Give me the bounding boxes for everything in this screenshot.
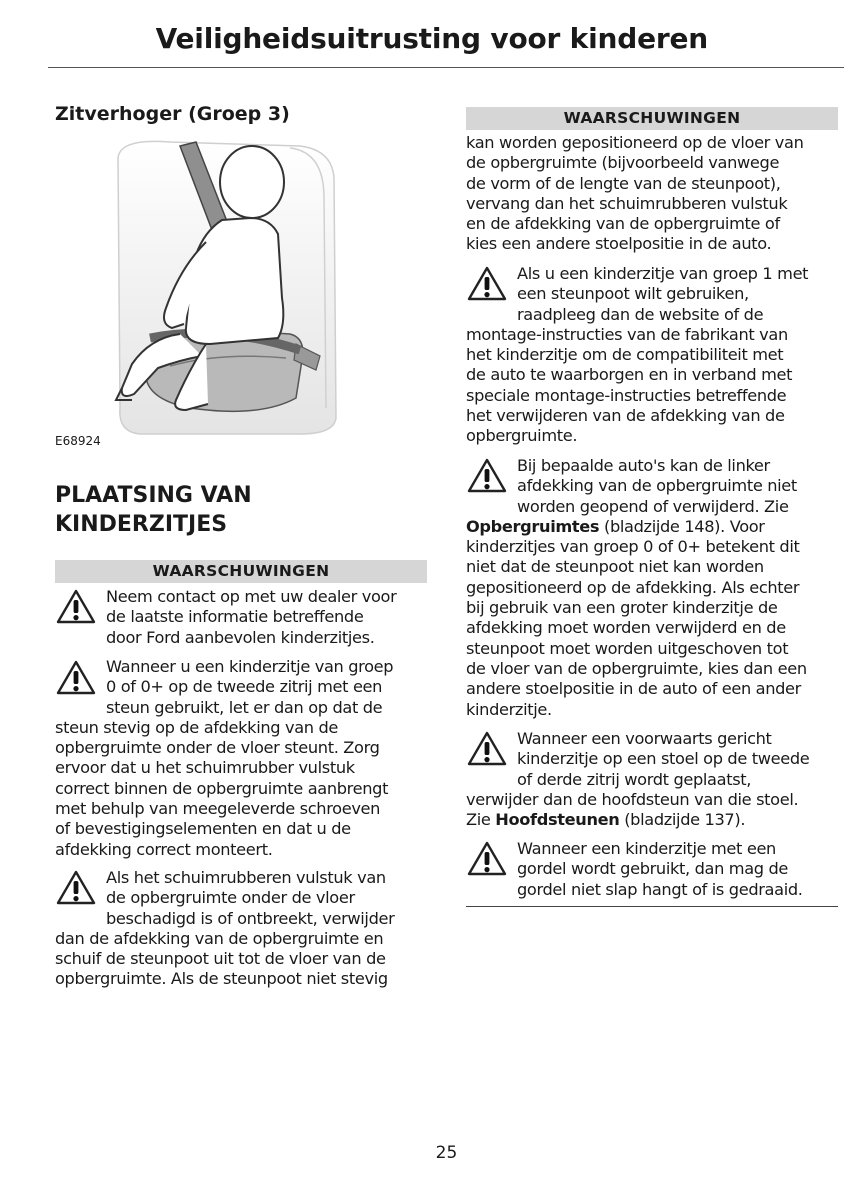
warning-3-text: Als het schuimrubberen vulstuk van de opbergruimte onder de vloer beschadigd is of ontbreekt, verwijder dan de afdekking van de opbergruimte en schuif de steunpoot uit tot de vloer van de opbergruimte. Als de steunpoot niet stevig bbox=[55, 868, 395, 989]
figure-id: E68924 bbox=[55, 434, 101, 448]
warning-1-text: Neem contact op met uw dealer voor de laatste informatie betreffende door Ford aanbevolen kinderzitjes. bbox=[106, 587, 397, 647]
page-title: Veiligheidsuitrusting voor kinderen bbox=[155, 22, 708, 55]
warnings-end-divider bbox=[466, 906, 838, 907]
section-heading: PLAATSING VAN KINDERZITJES bbox=[55, 483, 252, 537]
xref-hoofdsteunen-link[interactable]: Hoofdsteunen bbox=[495, 810, 620, 830]
child-on-booster-seat-illustration bbox=[110, 138, 340, 438]
warning-continued-text: kan worden gepositioneerd op de vloer van de opbergruimte (bijvoorbeeld vanwege de vorm of de lengte van de steunpoot), vervang dan het schuimrubberen vulstuk en de afdekking van de opbergruimte of kies een andere stoelpositie in de auto. bbox=[466, 133, 804, 254]
warning-6-text: Wanneer een voorwaarts gericht kinderzitje op een stoel op de tweede of derde zitrij wordt geplaatst, verwijder dan de hoofdsteun van die stoel. Zie Hoofdsteunen (bladzijde 137). bbox=[466, 729, 810, 830]
warning-5-text: Bij bepaalde auto's kan de linker afdekking van de opbergruimte niet worden geopend of verwijderd. Zie Opbergruimtes (bladzijde 148). Voor kinderzitjes van groep 0 of 0+ betekent dit niet dat de steunpoot niet kan worden gepositioneerd op de afdekking. Als echter bij gebruik van een groter kinderzitje de afdekking moet worden verwijderd en de steunpoot moet worden uitgeschoven tot de vloer van de opbergruimte, kies dan een andere stoelpositie in de auto of een ander kinderzitje. bbox=[466, 456, 807, 719]
page-header bbox=[48, 0, 844, 68]
page-number: 25 bbox=[435, 1143, 458, 1163]
warnings-title-bar-left: WAARSCHUWINGEN bbox=[55, 560, 427, 583]
warning-2-text: Wanneer u een kinderzitje van groep 0 of 0+ op de tweede zitrij met een steun gebruikt, let er dan op dat de steun stevig op de afdekking van de opbergruimte onder de vloer steunt. Zorg ervoor dat u het schuimrubber vulstuk correct binnen de opbergruimte aanbrengt met behulp van meegeleverde schroeven of bevestigingselementen en dat u de afdekking correct monteert. bbox=[55, 657, 394, 859]
warning-7-text: Wanneer een kinderzitje met een gordel wordt gebruikt, dan mag de gordel niet slap hangt of is gedraaid. bbox=[517, 839, 803, 899]
warning-4-text: Als u een kinderzitje van groep 1 met een steunpoot wilt gebruiken, raadpleeg dan de website of de montage-instructies van de fabrikant van het kinderzitje om de compatibiliteit met de auto te waarborgen en in verband met speciale montage-instructies betreffende het verwijderen van de afdekking van de opbergruimte. bbox=[466, 264, 809, 446]
warnings-title-bar-right: WAARSCHUWINGEN bbox=[466, 107, 838, 130]
xref-opbergruimtes-link[interactable]: Opbergruimtes bbox=[466, 516, 600, 536]
subheading-booster-seat: Zitverhoger (Groep 3) bbox=[55, 103, 290, 125]
